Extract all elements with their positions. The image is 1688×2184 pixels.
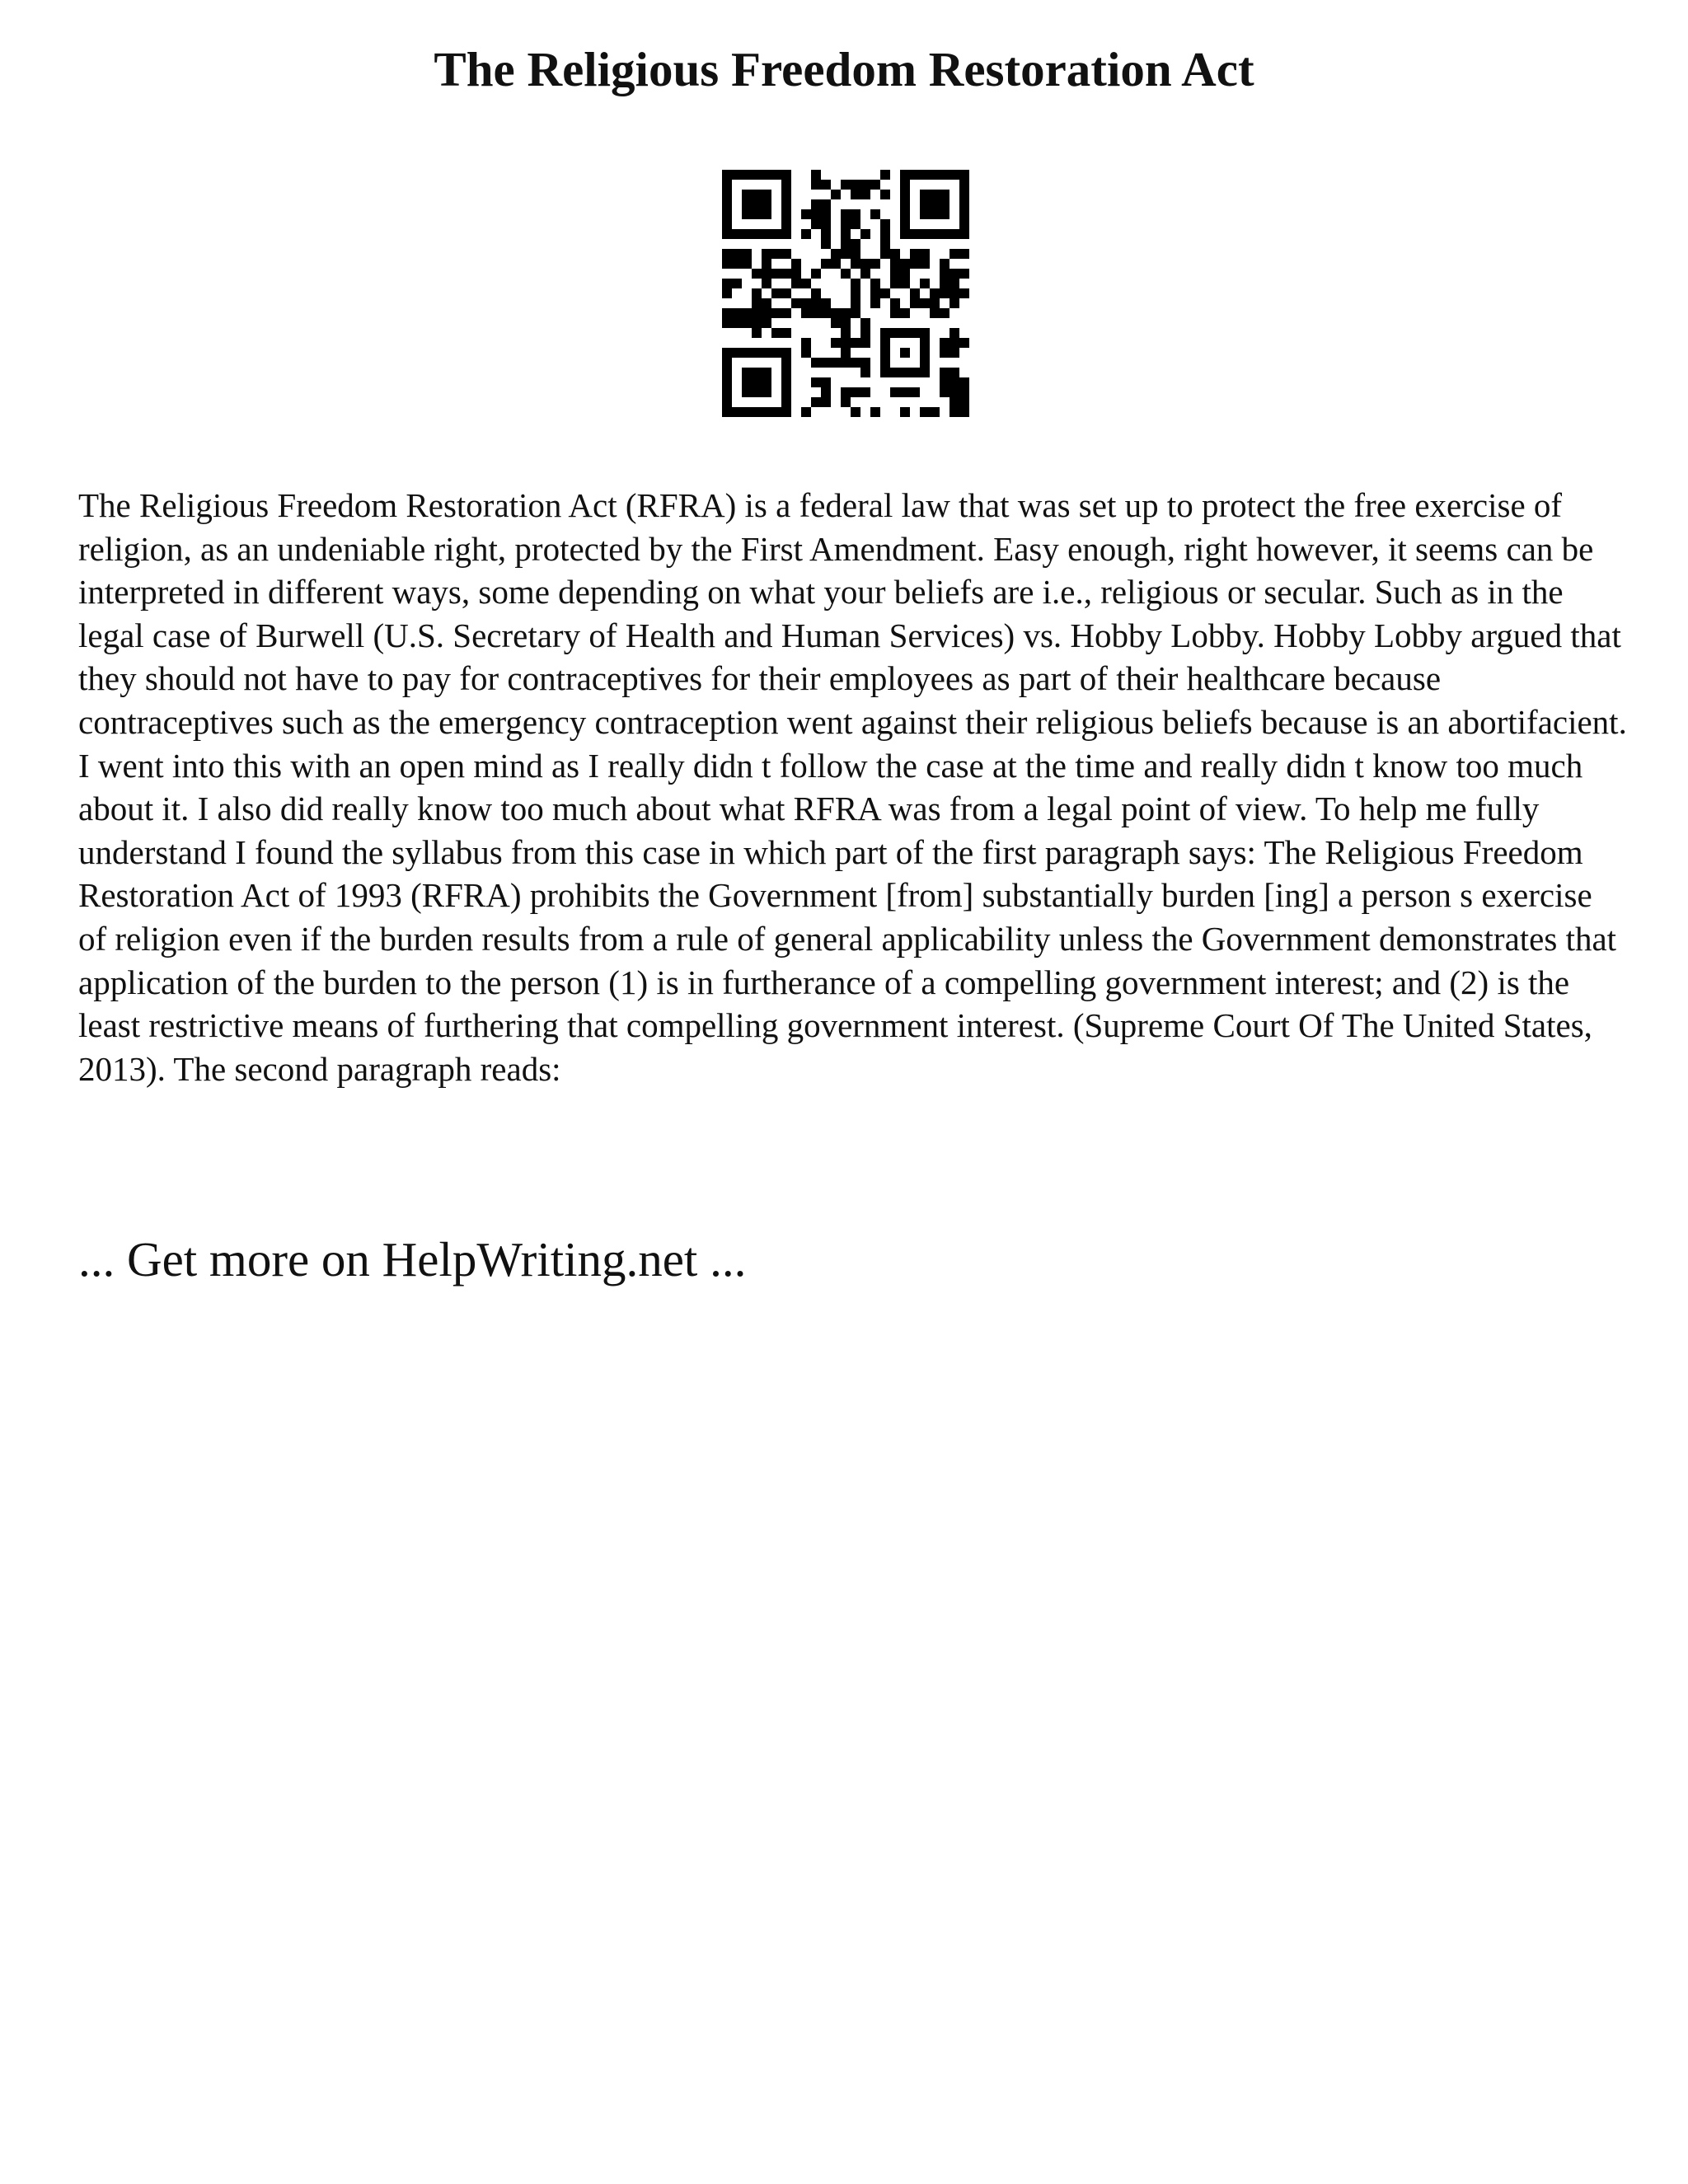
- get-more-link[interactable]: ... Get more on HelpWriting.net ...: [78, 1232, 747, 1286]
- page-title: The Religious Freedom Restoration Act: [434, 42, 1254, 96]
- qr-code: [722, 170, 969, 417]
- paragraph-1: The Religious Freedom Restoration Act (RFRA) is a federal law that was set up to protect the free exercise of religion, as an undeniable right, protected by the First Amendment. Easy enough, right however, it seems can be interpreted in different ways, some depending on what your beliefs are i.e., religious or secular. Such as in the legal case of Burwell (U.S. Secretary of Health and Human Services) vs. Hobby Lobby. Hobby Lobby argued that they should not have to pay for contraceptives for their employees as part of their healthcare because contraceptives such as the emergency contraception went against their religious beliefs because is an abortifacient.: [78, 486, 1627, 741]
- article-body: [78, 484, 1628, 1090]
- paragraph-2: I went into this with an open mind as I really didn t follow the case at the time and really didn t know too much about it. I also did really know too much about what RFRA was from a legal point of view. To help me fully understand I found the syllabus from this case in which part of the first paragraph says: The Religious Freedom Restoration Act of 1993 (RFRA) prohibits the Government [from] substantially burden [ing] a person s exercise of religion even if the burden results from a rule of general applicability unless the Government demonstrates that application of the burden to the person (1) is in furtherance of a compelling government interest; and (2) is the least restrictive means of furthering that compelling government interest. (Supreme Court Of The United States, 2013). The second paragraph reads:: [78, 746, 1617, 1088]
